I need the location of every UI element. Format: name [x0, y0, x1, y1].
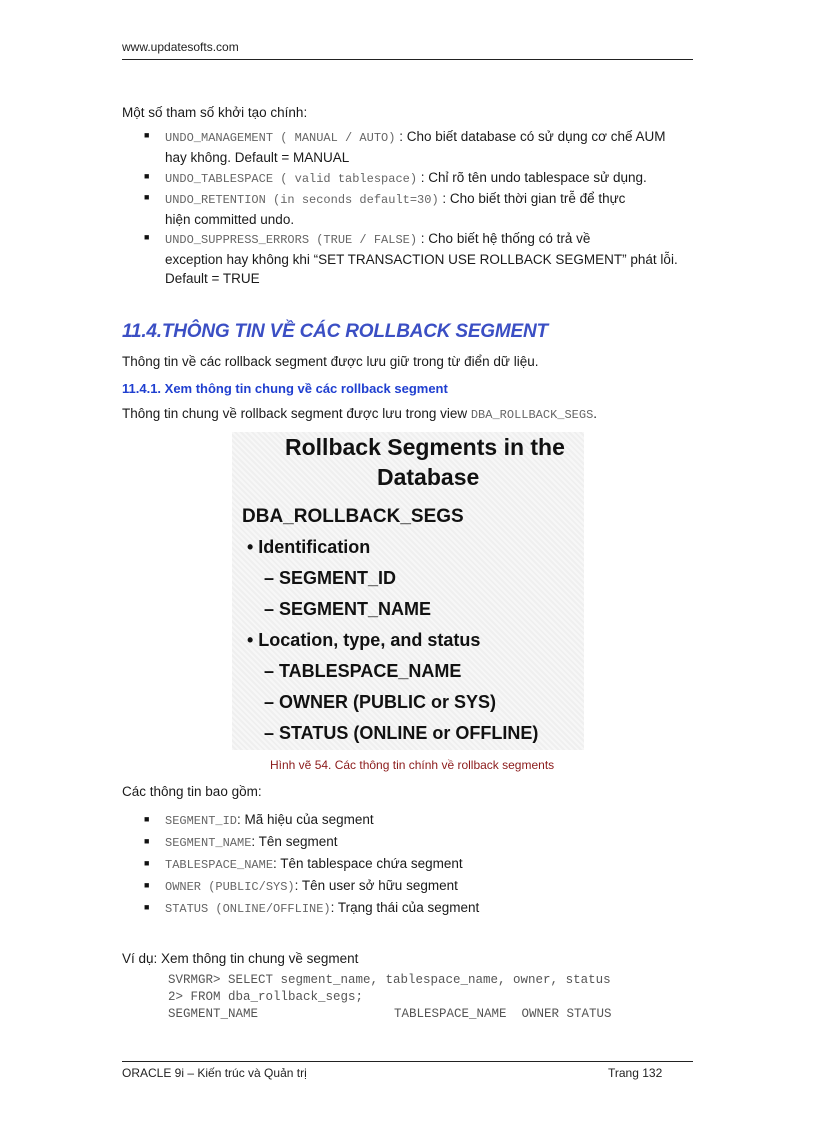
- figure-bullet-identification: • Identification: [247, 537, 371, 557]
- figure-bullet-location: • Location, type, and status: [247, 630, 481, 650]
- footer-rule: [122, 1061, 693, 1062]
- info-code: SEGMENT_ID: [165, 814, 238, 828]
- param-item: [165, 127, 693, 167]
- code-line-1: SVRMGR> SELECT segment_name, tablespace_name, owner, status: [168, 973, 611, 987]
- section-title: 11.4.THÔNG TIN VỀ CÁC ROLLBACK SEGMENT: [122, 321, 548, 342]
- info-text: : Mã hiệu của segment: [237, 812, 374, 827]
- param-code: UNDO_MANAGEMENT ( MANUAL / AUTO): [165, 131, 396, 145]
- param-code: UNDO_TABLESPACE ( valid tablespace): [165, 172, 418, 186]
- param-cont: exception hay không khi “SET TRANSACTION USE ROLLBACK SEGMENT” phát lỗi.: [165, 252, 678, 267]
- bullet-icon: ■: [144, 192, 150, 202]
- subsection-title: 11.4.1. Xem thông tin chung về các rollback segment: [122, 381, 448, 396]
- info-text: : Tên user sở hữu segment: [294, 878, 458, 893]
- figure-title-line1: Rollback Segments in the: [285, 434, 565, 460]
- info-item: [165, 854, 693, 875]
- figure-view-name: DBA_ROLLBACK_SEGS: [242, 506, 464, 527]
- param-code: UNDO_SUPPRESS_ERRORS (TRUE / FALSE): [165, 233, 418, 247]
- code-line-2: 2> FROM dba_rollback_segs;: [168, 990, 364, 1004]
- bullet-icon: ■: [144, 880, 150, 890]
- param-code: UNDO_RETENTION (in seconds default=30): [165, 193, 439, 207]
- figure-item-tablespace-name: – TABLESPACE_NAME: [264, 661, 462, 681]
- header-rule: [122, 59, 693, 60]
- bullet-icon: ■: [144, 232, 150, 242]
- param-item: [165, 229, 693, 288]
- info-text: : Tên tablespace chứa segment: [273, 856, 463, 871]
- figure-title-line2: Database: [377, 464, 480, 490]
- figure-item-segment-name: – SEGMENT_NAME: [264, 599, 432, 619]
- bullet-icon: ■: [144, 130, 150, 140]
- footer-title: ORACLE 9i – Kiến trúc và Quản trị: [122, 1066, 307, 1080]
- code-line-3b: TABLESPACE_NAME OWNER STATUS: [394, 1007, 612, 1021]
- info-item: [165, 832, 693, 853]
- bullet-icon: ■: [144, 902, 150, 912]
- info-intro: Các thông tin bao gồm:: [122, 784, 262, 799]
- figure-item-segment-id: – SEGMENT_ID: [264, 568, 397, 588]
- bullet-icon: ■: [144, 171, 150, 181]
- para2-end: .: [593, 406, 598, 421]
- figure-item-status: – STATUS (ONLINE or OFFLINE): [264, 723, 539, 743]
- param-item: [165, 168, 693, 189]
- para2-code: DBA_ROLLBACK_SEGS: [470, 408, 594, 422]
- bullet-icon: ■: [144, 858, 150, 868]
- param-cont: hay không. Default = MANUAL: [165, 150, 350, 165]
- intro-text: Một số tham số khởi tạo chính:: [122, 105, 308, 120]
- param-text: : Cho biết hệ thống có trả về: [417, 231, 591, 246]
- info-item: [165, 898, 693, 919]
- param-text: : Chỉ rõ tên undo tablespace sử dụng.: [417, 170, 647, 185]
- param-text: : Cho biết database có sử dụng cơ chế AUM: [395, 129, 666, 144]
- info-code: OWNER (PUBLIC/SYS): [165, 880, 295, 894]
- section-para2: [122, 404, 597, 425]
- param-cont: hiện committed undo.: [165, 212, 295, 227]
- info-item: [165, 810, 693, 831]
- header-url: www.updatesofts.com: [122, 40, 239, 54]
- figure-rollback-segments: [232, 432, 584, 750]
- para2-text: Thông tin chung về rollback segment được lưu trong view: [122, 406, 471, 421]
- info-code: SEGMENT_NAME: [165, 836, 252, 850]
- info-code: STATUS (ONLINE/OFFLINE): [165, 902, 331, 916]
- param-item: [165, 189, 693, 229]
- footer-page-number: Trang 132: [608, 1066, 663, 1080]
- section-para: Thông tin về các rollback segment được lưu giữ trong từ điển dữ liệu.: [122, 354, 539, 369]
- info-text: : Tên segment: [251, 834, 338, 849]
- param-text: : Cho biết thời gian trễ để thực: [438, 191, 626, 206]
- example-intro: Ví dụ: Xem thông tin chung về segment: [122, 951, 359, 966]
- figure-caption: Hình vẽ 54. Các thông tin chính về rollback segments: [270, 758, 555, 772]
- bullet-icon: ■: [144, 814, 150, 824]
- param-cont2: Default = TRUE: [165, 271, 260, 286]
- figure-item-owner: – OWNER (PUBLIC or SYS): [264, 692, 497, 712]
- bullet-icon: ■: [144, 836, 150, 846]
- info-item: [165, 876, 693, 897]
- code-line-3a: SEGMENT_NAME: [168, 1007, 259, 1021]
- info-code: TABLESPACE_NAME: [165, 858, 274, 872]
- info-text: : Trạng thái của segment: [330, 900, 480, 915]
